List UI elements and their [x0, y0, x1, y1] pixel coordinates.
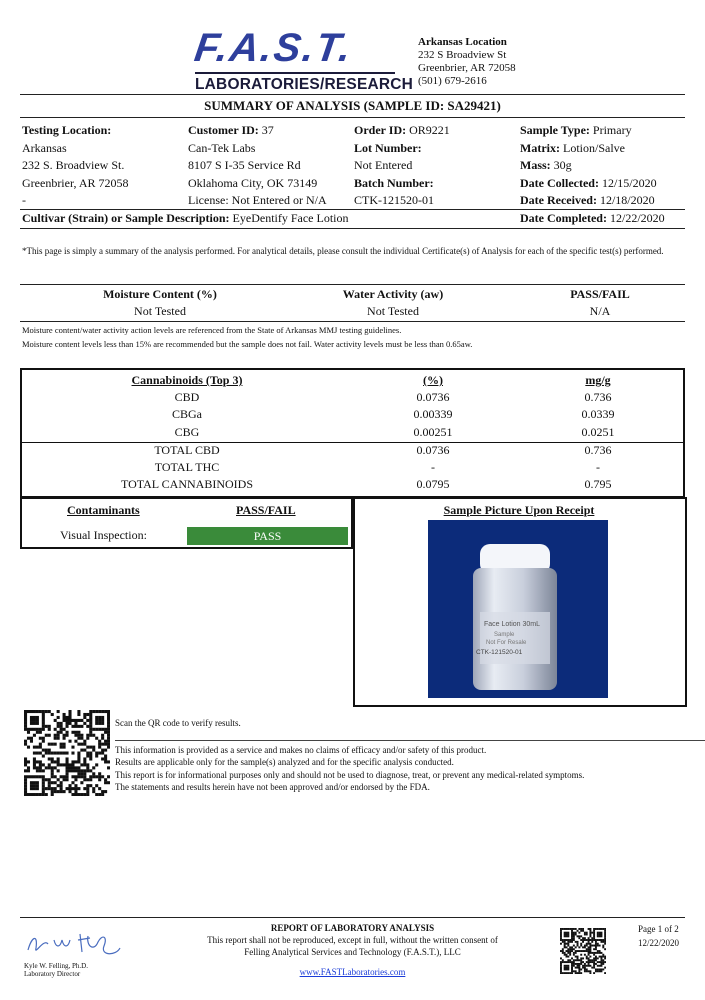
- divider: [20, 94, 685, 95]
- divider: [20, 228, 685, 229]
- date-received-value: 12/18/2020: [599, 193, 655, 207]
- cannabinoid-mgg: 0.736: [584, 390, 612, 404]
- cultivar: [22, 211, 349, 226]
- sample-type-label: Sample Type:: [520, 123, 590, 137]
- cannabinoid-name: CBGa: [172, 407, 202, 421]
- cannabinoid-name: CBD: [174, 390, 200, 404]
- sample-type-value: Primary: [592, 123, 632, 137]
- cannabinoid-percent: 0.00251: [413, 425, 453, 439]
- cannabinoid-name: TOTAL THC: [154, 460, 220, 474]
- info-text: -: [22, 193, 26, 207]
- phone: (501) 679-2616: [418, 75, 487, 87]
- cannabinoids-header: Cannabinoids (Top 3): [131, 373, 243, 387]
- footer-center: [150, 922, 555, 978]
- mass-label: Mass:: [520, 158, 551, 172]
- page-info: [638, 922, 679, 950]
- cannabinoid-name: CBG: [174, 425, 200, 439]
- batch-number-value: CTK-121520-01: [354, 193, 434, 207]
- moisture-value: Not Tested: [134, 304, 186, 318]
- customer-id-value: 37: [261, 123, 274, 137]
- logo-sub: LABORATORIES/RESEARCH: [195, 72, 395, 94]
- percent-header: (%): [423, 373, 443, 387]
- sample-photo: [428, 520, 608, 698]
- lotion-jar-image: [428, 520, 608, 698]
- logo-main: F.A.S.T.: [191, 26, 356, 70]
- disclaimer-line: The statements and results herein have not been approved and/or endorsed by the FDA.: [115, 781, 430, 792]
- footer-line2: Felling Analytical Services and Technology (F.A.S.T.), LLC: [244, 947, 461, 957]
- date-completed-label: Date Completed:: [520, 211, 607, 225]
- moisture-note2: Moisture content levels less than 15% are recommended but the sample does not fail. Water activity levels must be less than 0.65aw.: [22, 339, 473, 349]
- customer-info: [188, 122, 327, 210]
- cannabinoid-percent: 0.0736: [416, 443, 450, 457]
- qr-code-icon: [24, 710, 110, 796]
- signature-block: [24, 928, 124, 978]
- lot-number-value: Not Entered: [354, 158, 413, 172]
- pass-badge: PASS: [187, 527, 348, 545]
- customer-id-label: Customer ID:: [188, 123, 259, 137]
- matrix-value: Lotion/Salve: [562, 140, 625, 155]
- divider: [115, 740, 705, 741]
- cannabinoid-percent: 0.0795: [416, 477, 450, 491]
- divider: [20, 321, 685, 322]
- sample-picture-header: Sample Picture Upon Receipt: [443, 503, 595, 517]
- footer-qr-code-icon: [560, 928, 606, 974]
- fast-logo: [191, 26, 414, 93]
- testing-location: [22, 122, 129, 210]
- divider: [20, 917, 685, 918]
- disclaimer-line: This information is provided as a service and makes no claims of efficacy and/or safety of this product.: [115, 745, 487, 755]
- jar-label-2: Sample: [494, 632, 515, 638]
- cannabinoid-mgg: 0.0339: [581, 407, 615, 421]
- signature-icon: [24, 928, 124, 960]
- visual-inspection-label: Visual Inspection:: [60, 528, 147, 542]
- passfail-value: N/A: [589, 304, 611, 318]
- disclaimer-line: This report is for informational purposes only and should not be used to diagnose, treat, or prevent any medical-related symptoms.: [115, 769, 585, 780]
- info-text: Oklahoma City, OK 73149: [188, 175, 318, 190]
- jar-label-1: Face Lotion 30mL: [484, 621, 541, 628]
- cannabinoid-percent: -: [431, 460, 435, 474]
- disclaimers: [115, 744, 584, 793]
- mass-value: 30g: [553, 158, 572, 172]
- moisture-header: Moisture Content (%): [103, 287, 217, 301]
- cannabinoid-mgg: 0.0251: [581, 425, 615, 439]
- info-text: License: Not Entered or N/A: [188, 193, 327, 207]
- water-activity-header: Water Activity (aw): [342, 287, 444, 301]
- moisture-note1: Moisture content/water activity action levels are referenced from the State of Arkansas MMJ testing guidelines.: [22, 325, 402, 335]
- contaminants-header: Contaminants: [67, 503, 140, 517]
- order-id-label: Order ID:: [354, 123, 407, 137]
- date-received-label: Date Received:: [520, 193, 597, 207]
- jar-label-3: Not For Resale: [486, 640, 527, 646]
- water-activity-value: Not Tested: [367, 304, 419, 318]
- cannabinoid-mgg: 0.795: [584, 477, 612, 491]
- summary-note: *This page is simply a summary of the analysis performed. For analytical details, please consult the individual Certificate(s) of Analysis for each of the specific test(s) performed.: [22, 246, 664, 256]
- signer-title: Laboratory Director: [24, 970, 81, 978]
- cultivar-value: EyeDentify Face Lotion: [232, 211, 349, 225]
- contaminants-passfail-header: PASS/FAIL: [236, 503, 296, 517]
- footer-title: REPORT OF LABORATORY ANALYSIS: [270, 923, 435, 933]
- cannabinoid-mgg: -: [596, 460, 600, 474]
- divider: [20, 117, 685, 118]
- cultivar-label: Cultivar (Strain) or Sample Description:: [22, 211, 230, 225]
- info-text: Can-Tek Labs: [188, 140, 256, 155]
- footer-line1: This report shall not be reproduced, except in full, without the written consent of: [207, 935, 498, 945]
- qr-note: Scan the QR code to verify results.: [115, 718, 241, 728]
- website-link[interactable]: www.FASTLaboratories.com: [299, 967, 406, 977]
- lab-address: [418, 36, 516, 88]
- divider: [20, 209, 685, 210]
- order-info: [354, 122, 450, 210]
- date-collected-value: 12/15/2020: [601, 175, 657, 190]
- location-title: Arkansas Location: [418, 36, 507, 48]
- order-id-value: OR9221: [409, 123, 450, 137]
- sample-info: [520, 122, 657, 210]
- cannabinoid-name: TOTAL CANNABINOIDS: [120, 477, 254, 491]
- date-completed-value: 12/22/2020: [609, 211, 665, 225]
- info-text: Greenbrier, AR 72058: [22, 175, 129, 190]
- divider: [20, 284, 685, 285]
- matrix-label: Matrix:: [520, 140, 560, 155]
- batch-number-label: Batch Number:: [354, 175, 434, 190]
- passfail-header: PASS/FAIL: [570, 287, 630, 301]
- info-text: Arkansas: [22, 140, 67, 155]
- cannabinoid-mgg: 0.736: [584, 443, 612, 457]
- signer-name: Kyle W. Felling, Ph.D.: [24, 962, 88, 970]
- date-collected-label: Date Collected:: [520, 175, 599, 190]
- info-text: 8107 S I-35 Service Rd: [188, 158, 301, 172]
- page-title: SUMMARY OF ANALYSIS (SAMPLE ID: SA29421): [204, 98, 501, 113]
- cannabinoid-percent: 0.00339: [413, 407, 453, 421]
- address-line1: 232 S Broadview St: [418, 49, 507, 61]
- testing-location-label: Testing Location:: [22, 123, 112, 137]
- info-text: 232 S. Broadview St.: [22, 158, 125, 172]
- report-date: 12/22/2020: [638, 938, 680, 948]
- cannabinoid-percent: 0.0736: [416, 390, 450, 404]
- date-completed: [520, 211, 665, 226]
- jar-label-4: CTK-121520-01: [476, 649, 523, 656]
- cannabinoid-name: TOTAL CBD: [154, 443, 220, 457]
- address-line2: Greenbrier, AR 72058: [418, 62, 516, 74]
- disclaimer-line: Results are applicable only for the sample(s) analyzed and for the specific analysis conducted.: [115, 757, 454, 768]
- mgg-header: mg/g: [585, 373, 611, 387]
- page-number: Page 1 of 2: [638, 924, 679, 934]
- lot-number-label: Lot Number:: [354, 140, 422, 155]
